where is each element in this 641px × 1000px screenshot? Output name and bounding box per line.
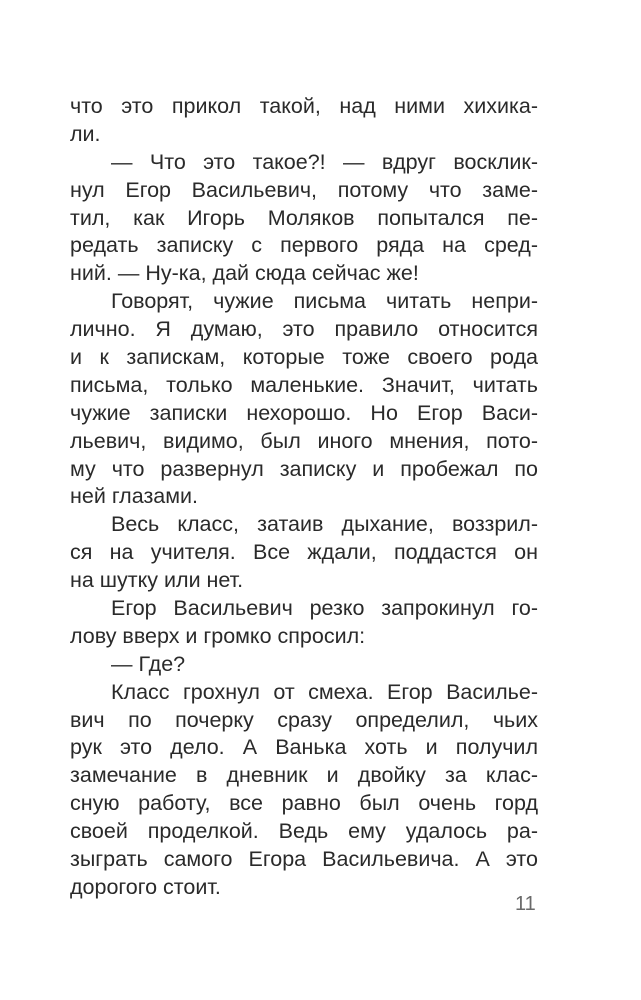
text-line: ний. — Ну-ка, дай сюда сейчас же! [70,261,419,286]
text-line: на шутку или нет. [70,568,244,593]
text-line: ли. [70,121,101,146]
text-line: му что развернул записку и пробежал по [70,456,538,481]
text-line: замечание в дневник и двойку за клас- [70,763,538,788]
text-line: ся на учителя. Все ждали, поддастся он [70,540,538,565]
text-line: ней глазами. [70,484,199,509]
text-line: письма, только маленькие. Значит, читать [70,372,538,397]
text-line: Класс грохнул от смеха. Егор Василье- [111,679,538,704]
page-body-text [70,93,538,902]
text-line: лову вверх и громко спросил: [70,623,366,648]
page-number: 11 [515,893,536,915]
text-line: Егор Васильевич резко запрокинул го- [111,596,538,621]
text-line: рук это дело. А Ванька хоть и получил [70,735,538,760]
text-line: лично. Я думаю, это правило относится [70,317,538,342]
text-line: — Где? [111,651,186,676]
text-line: Говорят, чужие письма читать непри- [111,289,538,314]
text-line: — Что это такое?! — вдруг восклик- [111,149,538,174]
text-line: зыграть самого Егора Васильевича. А это [70,847,538,872]
text-line: вич по почерку сразу определил, чьих [70,707,538,732]
text-line: что это прикол такой, над ними хихика- [70,94,538,118]
text-line: своей проделкой. Ведь ему удалось ра- [70,819,538,844]
text-line: дорогого стоит. [70,874,221,899]
text-line: сную работу, все равно был очень горд [70,791,538,816]
text-line: льевич, видимо, был иного мнения, пото- [70,428,538,453]
text-line: тил, как Игорь Моляков попытался пе- [70,205,538,230]
text-line: редать записку с первого ряда на сред- [70,233,538,258]
text-line: и к запискам, которые тоже своего рода [70,345,538,370]
text-line: нул Егор Васильевич, потому что заме- [70,177,538,202]
text-line: Весь класс, затаив дыхание, воззрил- [111,512,538,537]
text-line: чужие записки нехорошо. Но Егор Васи- [70,400,538,425]
